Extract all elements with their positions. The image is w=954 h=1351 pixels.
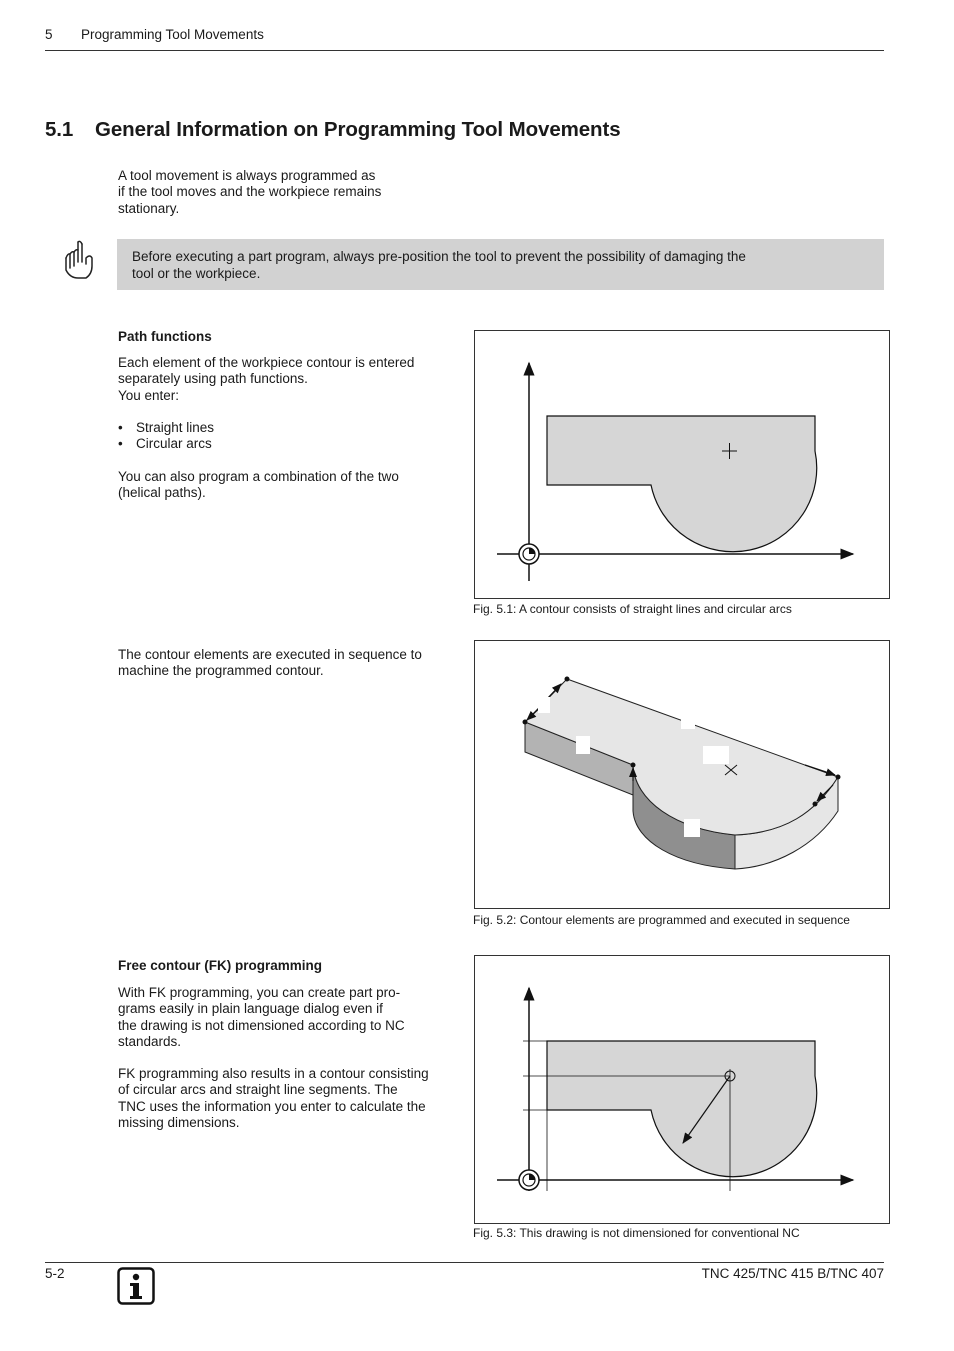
fk-programming-heading: Free contour (FK) programming [118,958,323,973]
fk-paragraph-2 [118,1066,458,1131]
paragraph-line: of circular arcs and straight line segments. The [118,1082,398,1098]
paragraph-line: You enter: [118,387,180,403]
note-line: Before executing a part program, always pre-position the tool to prevent the possibility of damaging the [132,249,746,264]
intro-line: stationary. [118,200,180,216]
info-icon [117,1267,155,1305]
helical-paragraph [118,469,458,502]
paragraph-line: machine the programmed contour. [118,663,324,679]
path-functions-heading: Path functions [118,329,212,344]
note-text [132,248,822,282]
intro-paragraph [118,168,418,217]
figure-2-caption: Fig. 5.2: Contour elements are programmed and executed in sequence [473,913,850,927]
paragraph-line: separately using path functions. [118,371,308,387]
paragraph-line: With FK programming, you can create part pro- [118,985,401,1000]
paragraph-line: the drawing is not dimensioned according to NC [118,1017,405,1033]
paragraph-line: grams easily in plain language dialog even if [118,1001,383,1017]
footer-rule [45,1262,884,1263]
figure-contour-sequence [474,640,890,909]
paragraph-line: standards. [118,1033,182,1049]
fk-paragraph-1 [118,985,458,1050]
path-functions-list [118,420,214,453]
header-chapter-number: 5 [45,27,53,42]
paragraph-line: You can also program a combination of the two [118,469,399,484]
header-rule [45,50,884,51]
intro-line: if the tool moves and the workpiece remains [118,184,382,200]
intro-line: A tool movement is always programmed as [118,168,376,183]
section-title-text: General Information on Programming Tool Movements [95,118,621,141]
paragraph-line: Each element of the workpiece contour is entered [118,355,415,370]
footer-model: TNC 425/TNC 415 B/TNC 407 [701,1266,884,1281]
note-line: tool or the workpiece. [132,266,261,281]
section-number: 5.1 [45,118,74,141]
section-title [45,118,621,142]
figure-contour-outline [474,330,890,599]
paragraph-line: (helical paths). [118,485,206,501]
list-item: • Straight lines [118,420,215,435]
paragraph-line: missing dimensions. [118,1114,240,1130]
figure-3-caption: Fig. 5.3: This drawing is not dimensioned for conventional NC [473,1226,800,1240]
paragraph-line: TNC uses the information you enter to calculate the [118,1098,426,1114]
contour-elements-paragraph [118,647,458,680]
path-functions-paragraph [118,355,458,404]
list-item: • Circular arcs [118,436,212,452]
paragraph-line: The contour elements are executed in sequence to [118,647,422,662]
figure-1-caption: Fig. 5.1: A contour consists of straight lines and circular arcs [473,602,792,616]
header-chapter-title: Programming Tool Movements [81,27,264,42]
footer-page-number: 5-2 [45,1266,65,1281]
paragraph-line: FK programming also results in a contour consisting [118,1066,429,1081]
pointing-hand-icon [64,240,94,280]
figure-fk-drawing [474,955,890,1224]
